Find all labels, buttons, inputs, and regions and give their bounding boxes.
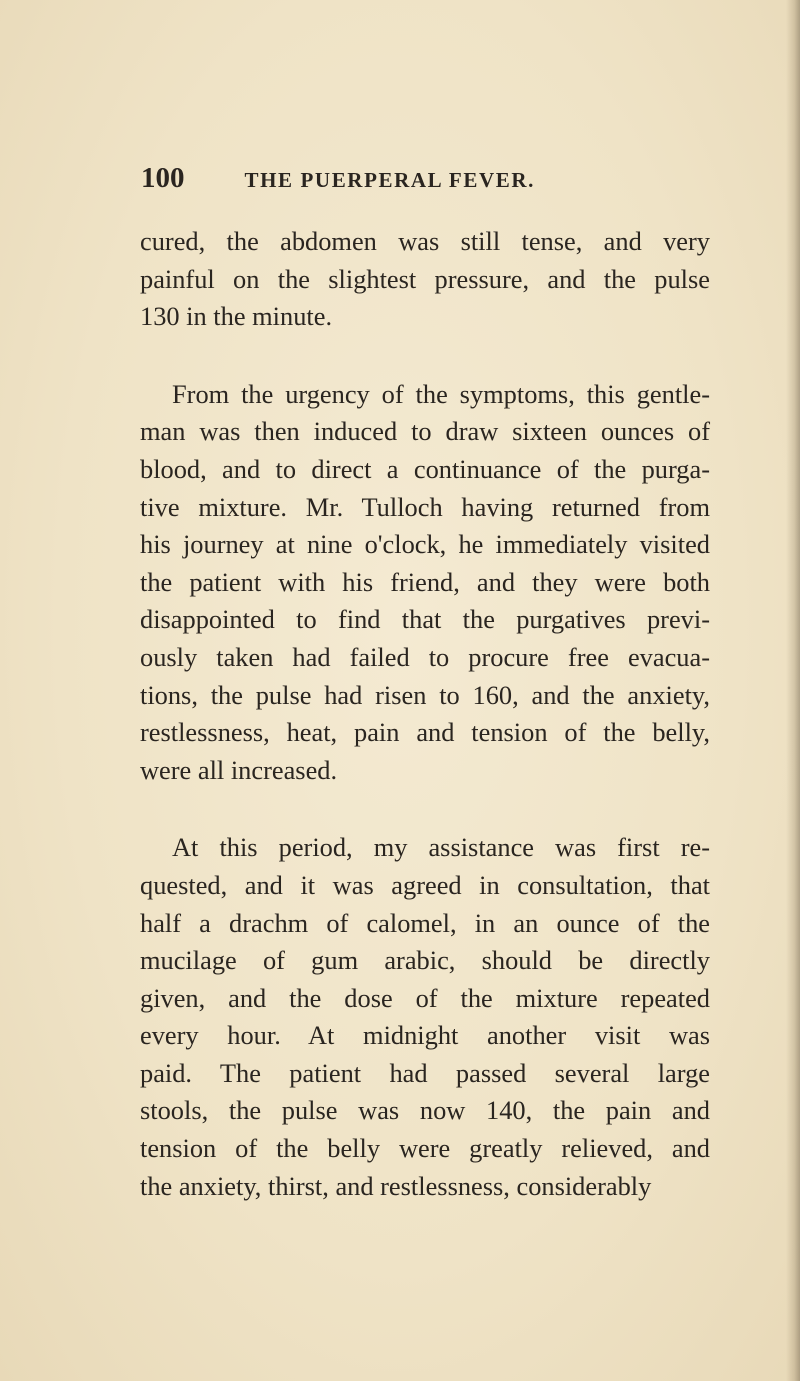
text-line: man was then induced to draw sixteen ounces of <box>140 416 710 447</box>
text-line: the patient with his friend, and they were both <box>140 566 710 597</box>
text-line: cured, the abdomen was still tense, and very <box>140 226 710 256</box>
text-line: 130 in the minute. <box>140 301 333 332</box>
paragraph-gap <box>140 336 710 376</box>
text-line: paid. The patient had passed several large <box>140 1057 710 1088</box>
page-edge-shadow <box>786 0 800 1381</box>
paragraph <box>140 829 710 1205</box>
text-line: mucilage of gum arabic, should be directly <box>140 945 710 976</box>
text-line: restlessness, heat, pain and tension of the belly, <box>140 717 710 748</box>
text-line: given, and the dose of the mixture repeated <box>140 982 710 1013</box>
text-line: ously taken had failed to procure free evacua- <box>140 641 710 672</box>
text-line: were all increased. <box>140 754 338 785</box>
page-header <box>141 162 701 195</box>
text-line: blood, and to direct a continuance of the purga- <box>140 453 710 484</box>
text-line: At this period, my assistance was first re- <box>172 832 710 863</box>
text-line: quested, and it was agreed in consultation, that <box>140 869 710 900</box>
text-line: his journey at nine o'clock, he immediately visited <box>140 529 710 560</box>
paragraph <box>140 223 710 336</box>
paragraph <box>140 376 710 790</box>
running-title: THE PUERPERAL FEVER. <box>244 168 535 192</box>
text-line: half a drachm of calomel, in an ounce of the <box>140 907 710 938</box>
text-line: stools, the pulse was now 140, the pain and <box>140 1095 710 1126</box>
text-line: every hour. At midnight another visit was <box>140 1020 710 1051</box>
text-line: From the urgency of the symptoms, this gentle- <box>172 378 710 409</box>
text-line: tive mixture. Mr. Tulloch having returned from <box>140 491 710 522</box>
body-text <box>140 223 710 1205</box>
text-line: the anxiety, thirst, and restlessness, considerably <box>140 1170 652 1201</box>
text-line: disappointed to find that the purgatives previ- <box>140 604 710 635</box>
text-line: tension of the belly were greatly relieved, and <box>140 1133 710 1164</box>
page-number: 100 <box>141 162 185 194</box>
paragraph-gap <box>140 789 710 829</box>
text-line: painful on the slightest pressure, and the pulse <box>140 263 710 294</box>
text-line: tions, the pulse had risen to 160, and the anxiety, <box>140 679 710 710</box>
